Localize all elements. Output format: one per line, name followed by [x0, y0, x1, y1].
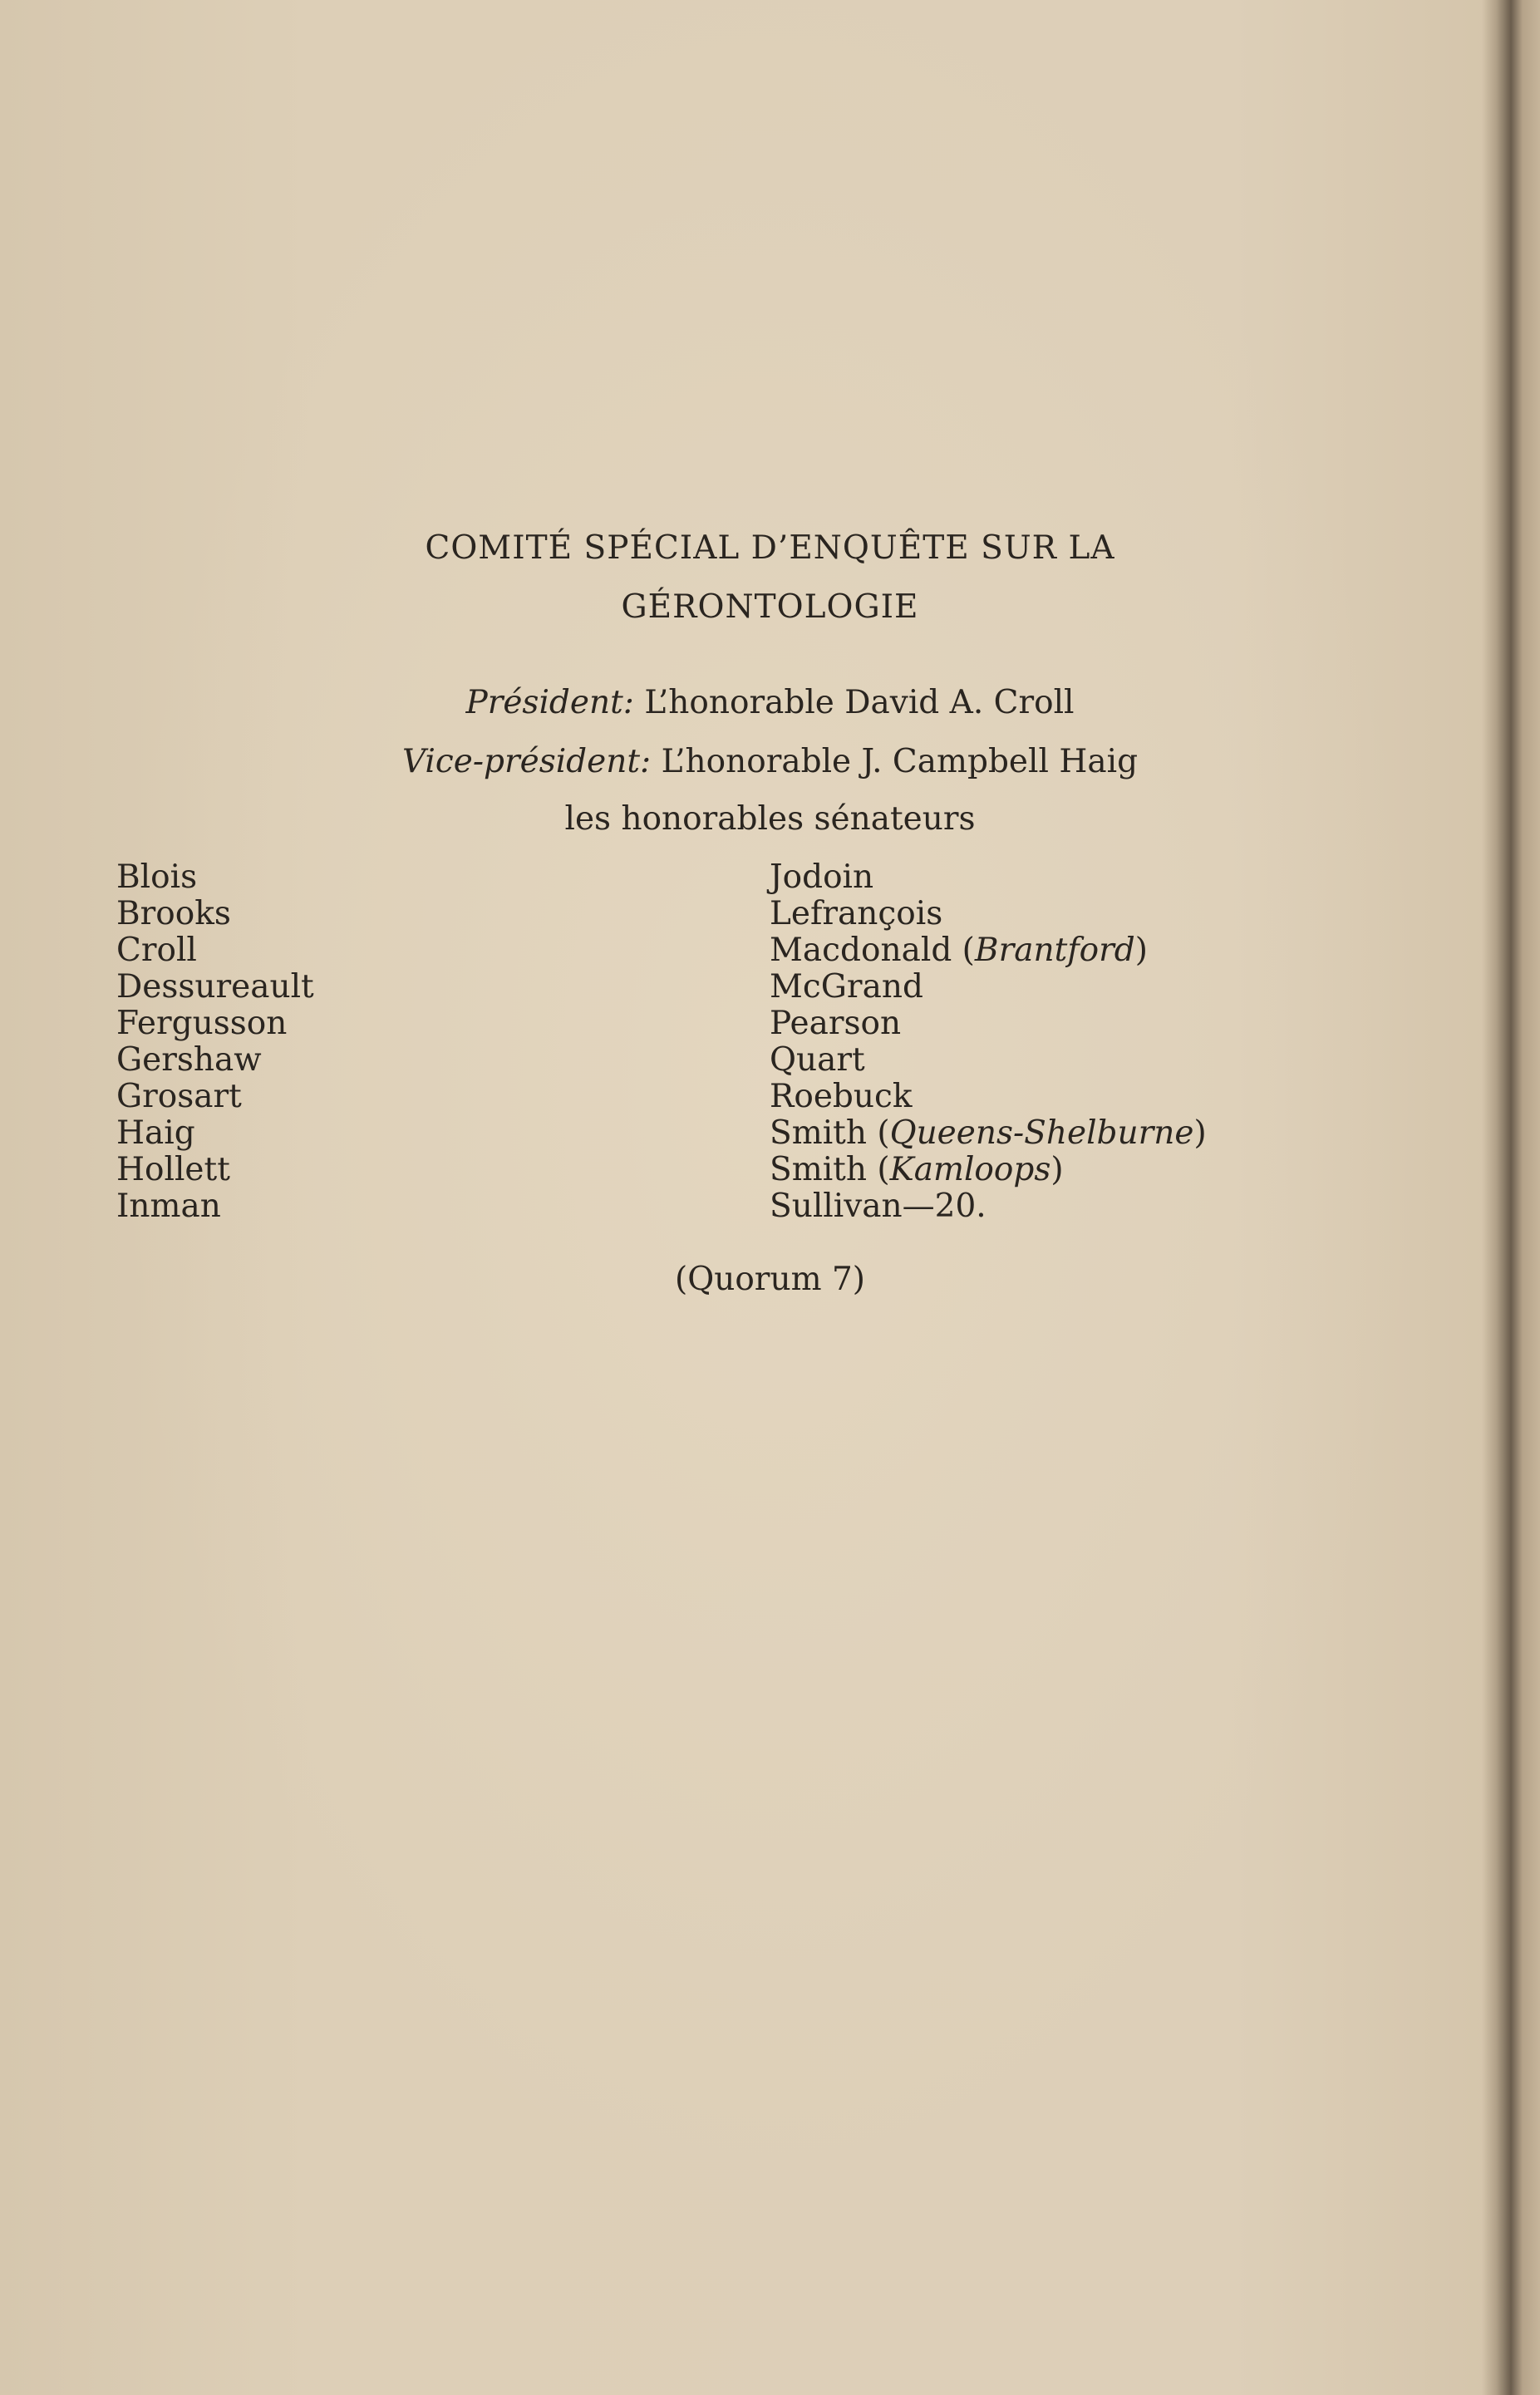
member-riding: Brantford	[974, 932, 1135, 969]
committee-title-line-1: COMITÉ SPÉCIAL D’ENQUÊTE SUR LA	[425, 529, 1115, 567]
member-name: Inman	[116, 1188, 221, 1225]
member-entry	[770, 1006, 1207, 1042]
member-name: Haig	[116, 1114, 195, 1152]
member-name: Roebuck	[770, 1078, 913, 1115]
member-entry	[770, 969, 1207, 1006]
senators-heading: les honorables sénateurs	[564, 800, 976, 838]
vice-president-name: L’honorable J. Campbell Haig	[661, 743, 1139, 780]
members-list-left	[116, 859, 314, 1225]
committee-title-line-2: GÉRONTOLOGIE	[621, 588, 919, 626]
member-entry	[770, 1188, 1207, 1225]
member-name: Pearson	[770, 1005, 902, 1042]
member-name: Smith	[770, 1151, 867, 1188]
member-name: Jodoin	[770, 858, 874, 896]
member-entry	[770, 896, 1207, 932]
member-entry: Macdonald (Brantford)	[770, 932, 1148, 969]
member-name: McGrand	[770, 968, 923, 1006]
president-name: L’honorable David A. Croll	[644, 684, 1075, 721]
member-name: Hollett	[116, 1151, 230, 1188]
member-entry: Smith (Queens-Shelburne)	[770, 1114, 1207, 1152]
vice-president-line	[0, 745, 1540, 778]
president-role: Président:	[465, 684, 634, 721]
members-list-right	[770, 859, 1207, 1225]
member-name: Dessureault	[116, 968, 314, 1006]
member-name: Lefrançois	[770, 895, 943, 932]
vice-president-role: Vice-président:	[401, 743, 652, 780]
president-line	[0, 686, 1540, 719]
member-riding: Kamloops	[889, 1151, 1051, 1188]
member-name: Macdonald	[770, 932, 952, 969]
member-name: Quart	[770, 1041, 865, 1079]
member-name: Brooks	[116, 895, 231, 932]
member-name: Fergusson	[116, 1005, 288, 1042]
member-name: Gershaw	[116, 1041, 262, 1079]
member-entry	[770, 859, 1207, 896]
member-name: Sullivan—20.	[770, 1188, 986, 1225]
member-name: Grosart	[116, 1078, 242, 1115]
member-name: Blois	[116, 858, 198, 896]
member-name: Smith	[770, 1114, 867, 1152]
member-name: Croll	[116, 932, 197, 969]
member-entry: Smith (Kamloops)	[770, 1151, 1064, 1188]
member-entry	[770, 1079, 1207, 1115]
quorum-note: (Quorum 7)	[675, 1261, 865, 1298]
binding-shadow	[1482, 0, 1540, 2395]
member-riding: Queens-Shelburne	[889, 1114, 1194, 1152]
member-entry	[770, 1042, 1207, 1079]
